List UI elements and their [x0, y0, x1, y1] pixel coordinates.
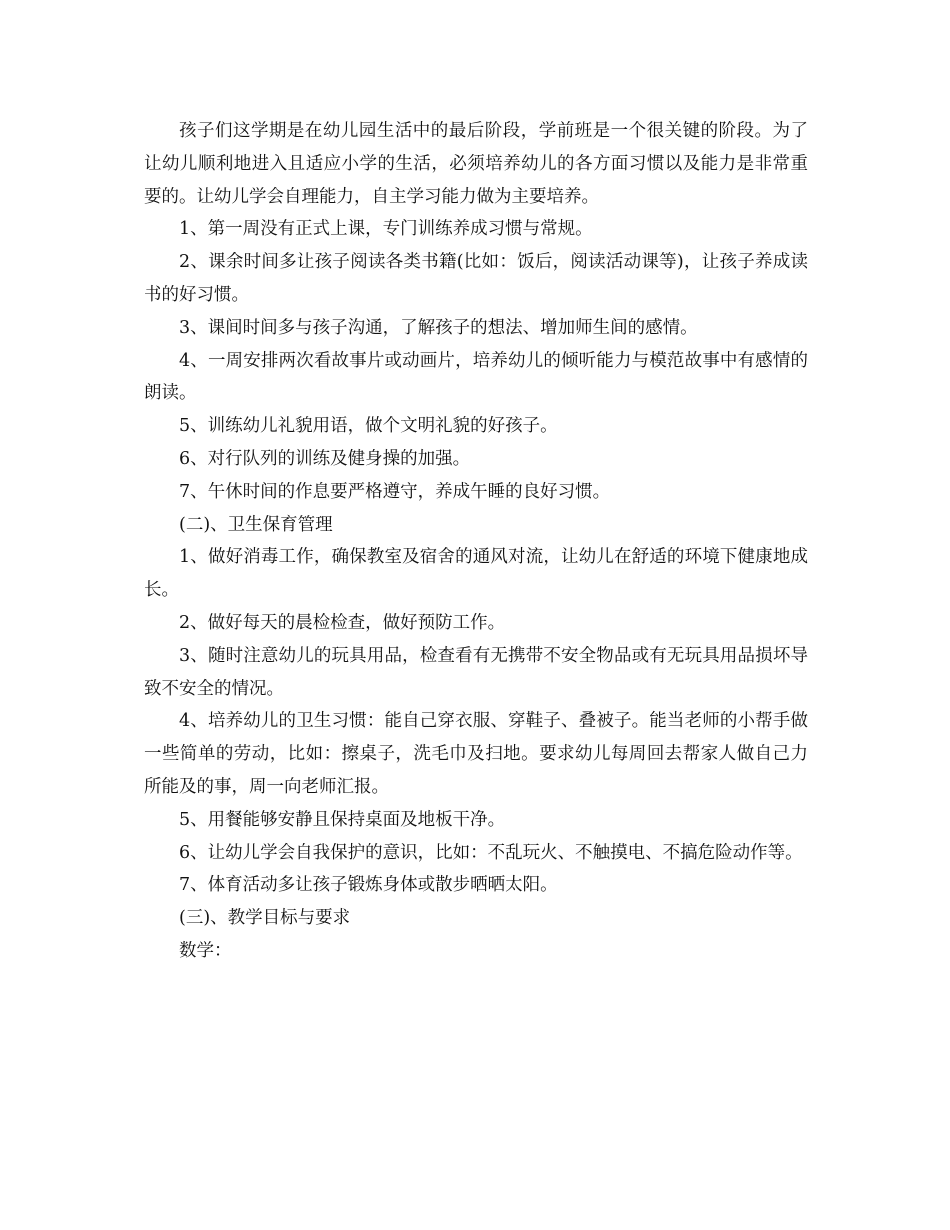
intro-paragraph: 孩子们这学期是在幼儿园生活中的最后阶段，学前班是一个很关键的阶段。为了让幼儿顺利地进入且适应小学的生活，必须培养幼儿的各方面习惯以及能力是非常重要的。让幼儿学会自理能力，自主学习能力做为主要培养。	[144, 121, 808, 207]
hygiene-item-6: 6、让幼儿学会自我保护的意识，比如：不乱玩火、不触摸电、不搞危险动作等。	[179, 842, 803, 863]
hygiene-item-7: 7、体育活动多让孩子锻炼身体或散步晒晒太阳。	[179, 875, 558, 896]
section-heading-hygiene: (二)、卫生保育管理	[179, 514, 333, 535]
habit-item-4: 4、一周安排两次看故事片或动画片，培养幼儿的倾听能力与模范故事中有感情的朗读。	[144, 350, 808, 404]
hygiene-item-4: 4、培养幼儿的卫生习惯：能自己穿衣服、穿鞋子、叠被子。能当老师的小帮手做一些简单的劳动，比如：擦桌子，洗毛巾及扫地。要求幼儿每周回去帮家人做自己力所能及的事，周一向老师汇报。	[144, 711, 808, 797]
habit-item-6: 6、对行队列的训练及健身操的加强。	[179, 448, 471, 469]
hygiene-item-5: 5、用餐能够安静且保持桌面及地板干净。	[179, 809, 506, 830]
section-heading-teaching: (三)、教学目标与要求	[179, 908, 351, 929]
habit-item-7: 7、午休时间的作息要严格遵守，养成午睡的良好习惯。	[179, 481, 611, 502]
document-body	[144, 115, 808, 968]
habit-item-1: 1、第一周没有正式上课，专门训练养成习惯与常规。	[179, 219, 593, 240]
habit-item-2: 2、课余时间多让孩子阅读各类书籍(比如：饭后，阅读活动课等)，让孩子养成读书的好习惯。	[144, 252, 808, 305]
hygiene-item-1: 1、做好消毒工作，确保教室及宿舍的通风对流，让幼儿在舒适的环境下健康地成长。	[144, 547, 808, 601]
habit-item-5: 5、训练幼儿礼貌用语，做个文明礼貌的好孩子。	[179, 416, 558, 437]
subject-math-label: 数学：	[179, 940, 232, 961]
habit-item-3: 3、课间时间多与孩子沟通，了解孩子的想法、增加师生间的感情。	[179, 317, 698, 338]
hygiene-item-3: 3、随时注意幼儿的玩具用品，检查看有无携带不安全物品或有无玩具用品损坏导致不安全的情况。	[144, 645, 808, 699]
hygiene-item-2: 2、做好每天的晨检检查，做好预防工作。	[179, 612, 506, 633]
